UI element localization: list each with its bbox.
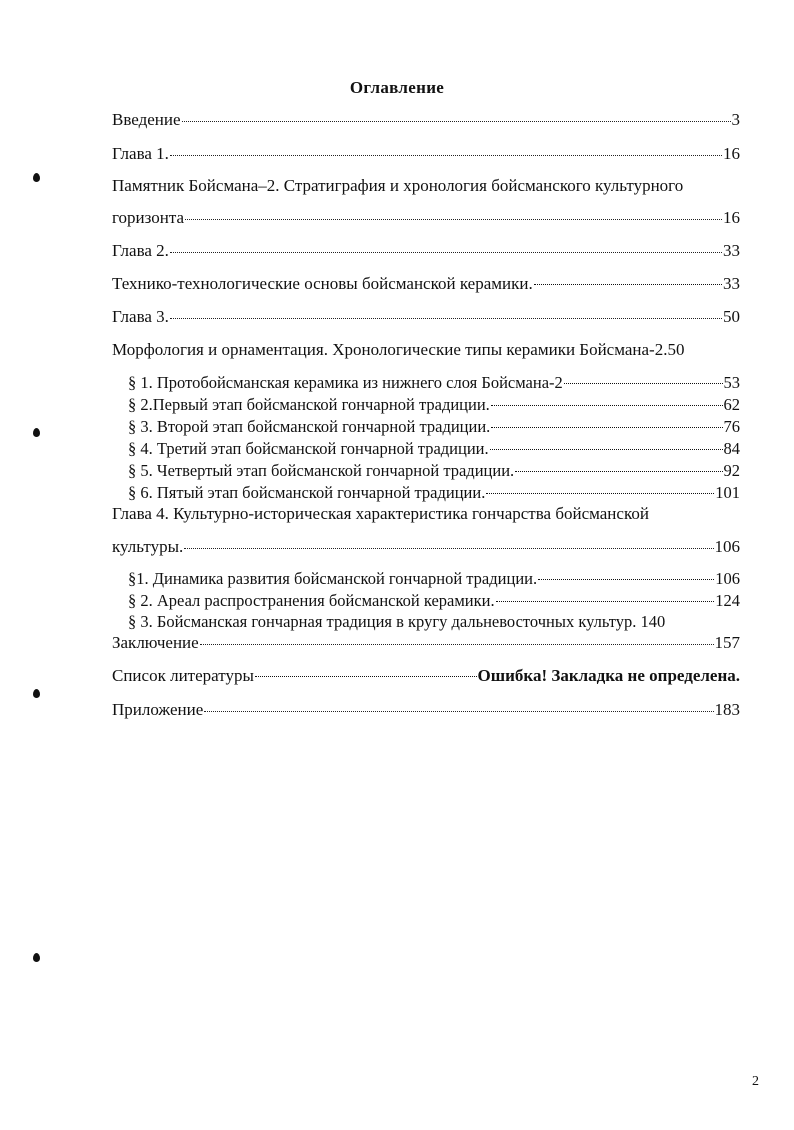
toc-label: §1. Динамика развития бойсманской гончарной традиции. xyxy=(128,569,538,588)
leader-dots xyxy=(564,383,723,384)
leader-dots xyxy=(538,579,714,580)
leader-dots xyxy=(170,318,722,319)
toc-entry-section-4-2[interactable] xyxy=(128,591,740,611)
toc-page: 84 xyxy=(723,439,740,458)
leader-dots xyxy=(170,155,722,156)
leader-dots xyxy=(515,471,722,472)
binder-hole-mark xyxy=(33,173,40,182)
toc-label: § 2.Первый этап бойсманской гончарной традиции. xyxy=(128,395,490,414)
toc-label: § 4. Третий этап бойсманской гончарной традиции. xyxy=(128,439,489,458)
leader-dots xyxy=(185,219,722,220)
toc-label: § 3. Второй этап бойсманской гончарной традиции. xyxy=(128,417,491,436)
toc-entry-chapter-3[interactable] xyxy=(112,307,740,327)
leader-dots xyxy=(200,644,714,645)
leader-dots xyxy=(490,449,723,450)
toc-page: 76 xyxy=(723,417,740,436)
toc-title: Оглавление xyxy=(349,78,445,97)
toc-entry-section-3-5[interactable] xyxy=(128,461,740,481)
toc-label: Введение xyxy=(112,110,181,129)
toc-entry-section-4-1[interactable] xyxy=(128,569,740,589)
binder-hole-mark xyxy=(33,428,40,437)
toc-page: 16 xyxy=(723,208,740,227)
toc-entry-section-4-3[interactable]: § 3. Бойсманская гончарная традиция в кругу дальневосточных культур. 140 xyxy=(128,612,666,631)
toc-page: 50 xyxy=(723,307,740,326)
toc-label: § 2. Ареал распространения бойсманской керамики. xyxy=(128,591,495,610)
toc-page: 92 xyxy=(723,461,740,480)
toc-page: 106 xyxy=(715,569,740,588)
toc-entry-bibliography[interactable] xyxy=(112,666,740,686)
toc-label: Список литературы xyxy=(112,666,254,685)
toc-entry-chapter-3-title[interactable]: Морфология и орнаментация. Хронологические типы керамики Бойсмана-2.50 xyxy=(112,340,685,359)
toc-label: § 1. Протобойсманская керамика из нижнего слоя Бойсмана-2 xyxy=(128,373,563,392)
toc-entry-appendix[interactable] xyxy=(112,700,740,720)
toc-entry-section-3-2[interactable] xyxy=(128,395,740,415)
leader-dots xyxy=(182,121,731,122)
leader-dots xyxy=(170,252,722,253)
toc-label: Глава 2. xyxy=(112,241,169,260)
toc-page: 124 xyxy=(715,591,740,610)
toc-entry-section-3-4[interactable] xyxy=(128,439,740,459)
leader-dots xyxy=(534,284,722,285)
toc-label: Заключение xyxy=(112,633,199,652)
toc-page: 62 xyxy=(723,395,740,414)
toc-page: 33 xyxy=(723,274,740,293)
toc-entry-section-3-6[interactable] xyxy=(128,483,740,503)
leader-dots xyxy=(184,548,713,549)
toc-entry-chapter-4-title[interactable]: Глава 4. Культурно-историческая характеристика гончарства бойсманской xyxy=(112,504,649,523)
toc-page: 53 xyxy=(723,373,740,392)
toc-entry-chapter-2[interactable] xyxy=(112,241,740,261)
toc-entry-chapter-1-title-end[interactable] xyxy=(112,208,740,228)
toc-page: 33 xyxy=(723,241,740,260)
leader-dots xyxy=(496,601,715,602)
leader-dots xyxy=(491,405,723,406)
toc-label: Глава 3. xyxy=(112,307,169,326)
leader-dots xyxy=(486,493,714,494)
leader-dots xyxy=(491,427,722,428)
toc-label: Глава 1. xyxy=(112,144,169,163)
bookmark-error: Ошибка! Закладка не определена. xyxy=(477,666,740,685)
leader-dots xyxy=(255,676,477,677)
toc-label: § 5. Четвертый этап бойсманской гончарной традиции. xyxy=(128,461,515,480)
toc-entry-section-3-3[interactable] xyxy=(128,417,740,437)
leader-dots xyxy=(204,711,713,712)
toc-page: 157 xyxy=(714,633,740,652)
toc-entry-chapter-1-title[interactable]: Памятник Бойсмана–2. Стратиграфия и хронология бойсманского культурного xyxy=(112,176,684,195)
toc-page: 183 xyxy=(714,700,740,719)
toc-entry-chapter-2-title[interactable] xyxy=(112,274,740,294)
page-number: 2 xyxy=(752,1074,759,1089)
toc-entry-chapter-4[interactable] xyxy=(112,537,740,557)
binder-hole-mark xyxy=(33,689,40,698)
toc-label: § 6. Пятый этап бойсманской гончарной традиции. xyxy=(128,483,486,502)
toc-page: 3 xyxy=(731,110,740,129)
toc-page: 101 xyxy=(715,483,740,502)
toc-entry-chapter-1[interactable] xyxy=(112,144,740,164)
toc-label: Технико-технологические основы бойсманской керамики. xyxy=(112,274,533,293)
toc-page: 16 xyxy=(723,144,740,163)
toc-label: культуры. xyxy=(112,537,184,556)
binder-hole-mark xyxy=(33,953,40,962)
toc-entry-conclusion[interactable] xyxy=(112,633,740,653)
toc-entry-section-3-1[interactable] xyxy=(128,373,740,393)
toc-entry-introduction[interactable] xyxy=(112,110,740,130)
toc-page: 106 xyxy=(714,537,740,556)
toc-label: Приложение xyxy=(112,700,204,719)
toc-label: горизонта xyxy=(112,208,185,227)
